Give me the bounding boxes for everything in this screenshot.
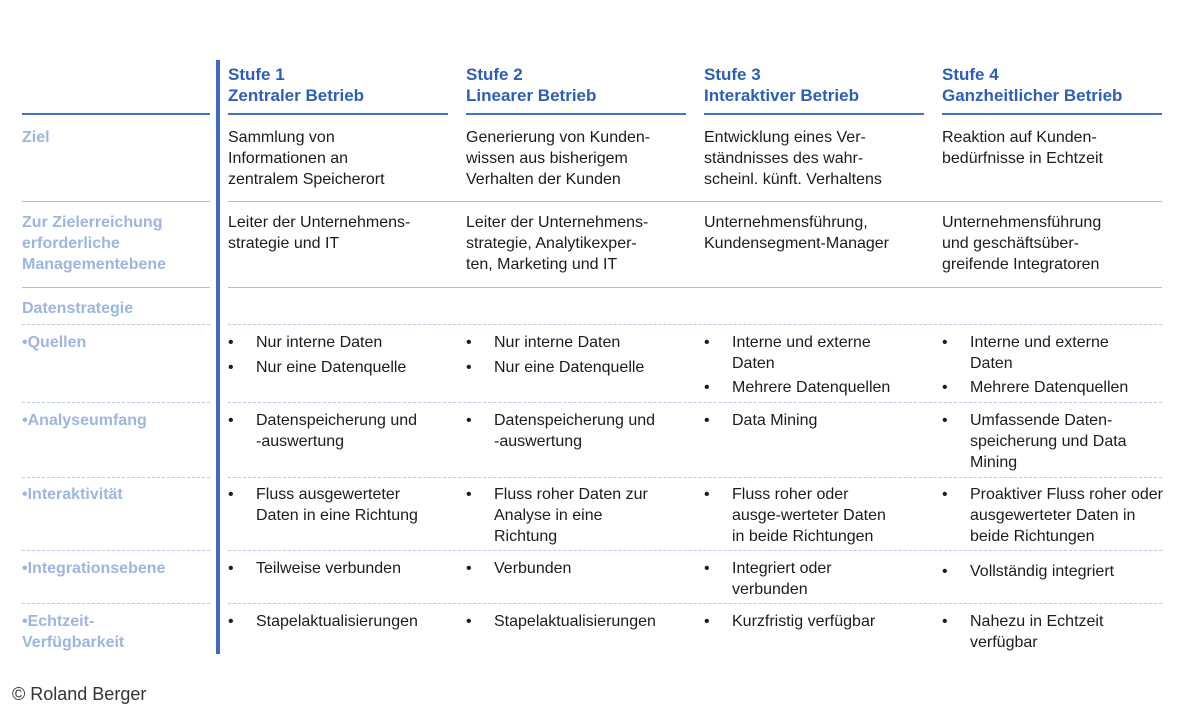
stage-header-4: Stufe 4 Ganzheitlicher Betrieb bbox=[942, 65, 1123, 105]
integration-1-item: • Teilweise verbunden bbox=[228, 558, 401, 579]
row-label-analyseumfang: •Analyseumfang bbox=[22, 412, 147, 429]
vertical-divider bbox=[216, 60, 220, 654]
row-label-echtzeit: •Echtzeit- Verfügbarkeit bbox=[22, 613, 125, 651]
analyse-1-item: • Datenspeicherung und -auswertung bbox=[228, 410, 417, 452]
header-rule-label bbox=[22, 113, 210, 115]
row-rule bbox=[22, 550, 210, 551]
management-cell-3: Unternehmensführung, Kundensegment-Manager bbox=[704, 214, 890, 252]
stage-header-3: Stufe 3 Interaktiver Betrieb bbox=[704, 65, 859, 105]
analyse-4-item: • Umfassende Daten- speicherung und Data Mining bbox=[942, 410, 1127, 473]
quellen-4-item-1: • Interne und externe Daten bbox=[942, 332, 1109, 374]
management-cell-2: Leiter der Unternehmens- strategie, Analytikexper- ten, Marketing und IT bbox=[466, 214, 649, 273]
row-rule bbox=[228, 603, 1162, 604]
row-label-ziel: Ziel bbox=[22, 129, 50, 146]
management-cell-1: Leiter der Unternehmens- strategie und IT bbox=[228, 214, 411, 252]
row-rule bbox=[22, 201, 210, 202]
header-rule-stage1 bbox=[228, 113, 448, 115]
analyse-3-item: • Data Mining bbox=[704, 410, 817, 431]
row-rule bbox=[22, 324, 210, 325]
echtzeit-1-item: • Stapelaktualisierungen bbox=[228, 611, 418, 632]
quellen-3-item-1: • Interne und externe Daten bbox=[704, 332, 871, 374]
integration-4-item: • Vollständig integriert bbox=[942, 561, 1114, 582]
quellen-1-item-1: • Nur interne Daten bbox=[228, 332, 382, 353]
row-label-interaktivitaet: •Interaktivität bbox=[22, 486, 123, 503]
integration-3-item: • Integriert oder verbunden bbox=[704, 558, 832, 600]
header-rule-stage3 bbox=[704, 113, 924, 115]
quellen-2-item-2: • Nur eine Datenquelle bbox=[466, 357, 644, 378]
row-label-management: Zur Zielerreichung erforderliche Managementebene bbox=[22, 214, 167, 273]
integration-2-item: • Verbunden bbox=[466, 558, 571, 579]
copyright-note: © Roland Berger bbox=[12, 684, 147, 704]
quellen-3-item-2: • Mehrere Datenquellen bbox=[704, 377, 890, 398]
ziel-cell-1: Sammlung von Informationen an zentralem Speicherort bbox=[228, 129, 385, 188]
header-rule-stage4 bbox=[942, 113, 1162, 115]
row-rule bbox=[22, 603, 210, 604]
interaktivitaet-3-item: • Fluss roher oder ausge-werteter Daten in beide Richtungen bbox=[704, 484, 886, 547]
row-rule bbox=[228, 402, 1162, 403]
row-rule bbox=[228, 477, 1162, 478]
ziel-cell-3: Entwicklung eines Ver- ständnisses des wahr- scheinl. künft. Verhaltens bbox=[704, 129, 882, 188]
echtzeit-2-item: • Stapelaktualisierungen bbox=[466, 611, 656, 632]
stage-header-2: Stufe 2 Linearer Betrieb bbox=[466, 65, 597, 105]
row-label-datenstrategie: Datenstrategie bbox=[22, 300, 134, 317]
quellen-2-item-1: • Nur interne Daten bbox=[466, 332, 620, 353]
quellen-1-item-2: • Nur eine Datenquelle bbox=[228, 357, 406, 378]
interaktivitaet-1-item: • Fluss ausgewerteter Daten in eine Richtung bbox=[228, 484, 418, 526]
row-rule bbox=[228, 287, 1162, 288]
analyse-2-item: • Datenspeicherung und -auswertung bbox=[466, 410, 655, 452]
ziel-cell-4: Reaktion auf Kunden- bedürfnisse in Echtzeit bbox=[942, 129, 1103, 167]
ziel-cell-2: Generierung von Kunden- wissen aus bisherigem Verhalten der Kunden bbox=[466, 129, 651, 188]
row-rule bbox=[22, 287, 210, 288]
row-label-integrationsebene: •Integrationsebene bbox=[22, 560, 166, 577]
row-rule bbox=[228, 324, 1162, 325]
interaktivitaet-4-item: • Proaktiver Fluss roher oder ausgewerteter Daten in beide Richtungen bbox=[942, 484, 1163, 547]
row-rule bbox=[22, 477, 210, 478]
header-rule-stage2 bbox=[466, 113, 686, 115]
row-rule bbox=[228, 201, 1162, 202]
quellen-4-item-2: • Mehrere Datenquellen bbox=[942, 377, 1128, 398]
management-cell-4: Unternehmensführung und geschäftsüber- greifende Integratoren bbox=[942, 214, 1102, 273]
row-rule bbox=[22, 402, 210, 403]
echtzeit-3-item: • Kurzfristig verfügbar bbox=[704, 611, 875, 632]
echtzeit-4-item: • Nahezu in Echtzeit verfügbar bbox=[942, 611, 1103, 653]
interaktivitaet-2-item: • Fluss roher Daten zur Analyse in eine Richtung bbox=[466, 484, 648, 547]
stage-header-1: Stufe 1 Zentraler Betrieb bbox=[228, 65, 365, 105]
row-rule bbox=[228, 550, 1162, 551]
row-label-quellen: •Quellen bbox=[22, 334, 87, 351]
